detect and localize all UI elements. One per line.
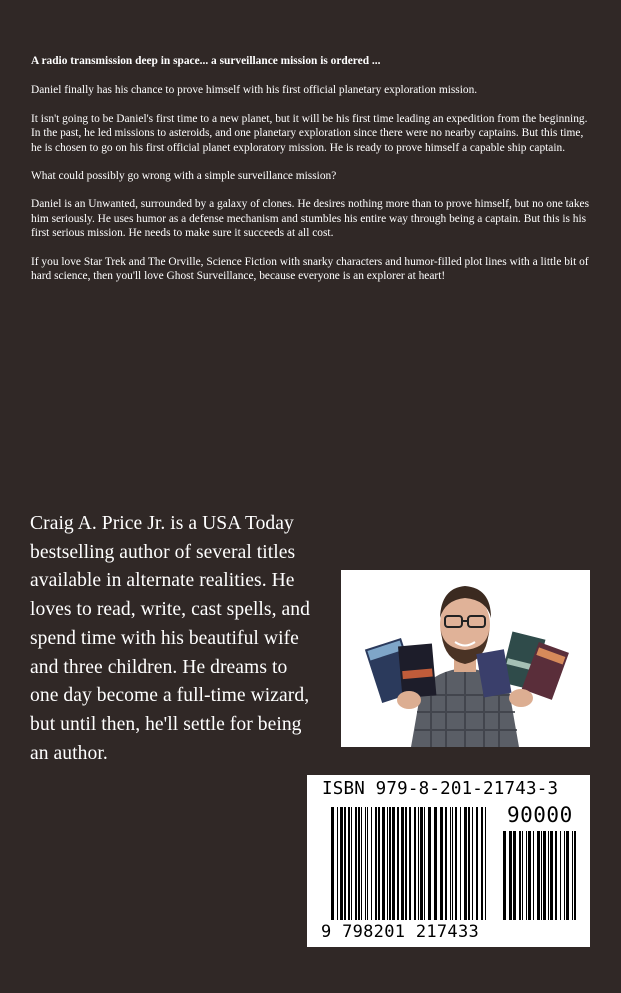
barcode-bar	[424, 807, 425, 920]
isbn-label: ISBN 979-8-201-21743-3	[322, 779, 559, 799]
author-portrait-illustration	[341, 570, 590, 747]
barcode-bar	[355, 807, 357, 920]
barcode-bar	[548, 831, 549, 920]
author-bio-line: available in alternate realities. He	[30, 570, 295, 592]
barcode-bar	[485, 807, 486, 920]
barcode-bar	[331, 807, 334, 920]
back-cover-blurb	[31, 54, 593, 297]
barcode-bar	[401, 807, 404, 920]
barcode-bar	[348, 807, 350, 920]
barcode-bar	[392, 807, 395, 920]
barcode-bar	[481, 807, 483, 920]
barcode-bar	[528, 831, 531, 920]
barcode-bar	[340, 807, 343, 920]
author-photo	[341, 570, 590, 747]
barcode-bar	[445, 807, 447, 920]
barcode-bar	[418, 807, 419, 920]
barcode-bar	[476, 807, 478, 920]
blurb-paragraph: Daniel finally has his chance to prove himself with his first official planetary exploration mission.	[31, 84, 478, 97]
barcode-bar	[361, 807, 362, 920]
barcode-bar	[513, 831, 516, 920]
barcode-bar	[509, 831, 512, 920]
author-bio-line: one day become a full-time wizard,	[30, 685, 310, 707]
barcode-bar	[387, 807, 388, 920]
barcode-bar	[519, 831, 521, 920]
barcode-bar	[503, 831, 506, 920]
ean-digits: 9 798201 217433	[321, 922, 480, 942]
author-bio-line: Craig A. Price Jr. is a USA Today	[30, 513, 294, 534]
barcode-bar	[472, 807, 473, 920]
barcode-bar	[550, 831, 553, 920]
barcode-bar	[428, 807, 431, 920]
blurb-paragraph: Daniel is an Unwanted, surrounded by a galaxy of clones. He desires nothing more than to prove himself, but no one takes him seriously. He uses humor as a defense mechanism and stumbles his entire way through being a captain. But this is his first serious mission. He needs to make sure it succeeds at all cost.	[31, 198, 590, 240]
blurb-paragraph: What could possibly go wrong with a simple surveillance mission?	[31, 170, 337, 183]
barcode-bar	[344, 807, 346, 920]
barcode-bar	[533, 831, 534, 920]
barcode-bar	[414, 807, 416, 920]
barcode-bar	[450, 807, 451, 920]
barcode-bar	[566, 831, 569, 920]
barcode-bar	[367, 807, 368, 920]
barcode-bar	[405, 807, 407, 920]
barcode-bar	[455, 807, 457, 920]
barcode-bar	[543, 831, 546, 920]
barcode-bar	[409, 807, 411, 920]
barcode-bar	[420, 807, 423, 920]
author-bio	[30, 510, 334, 768]
barcode-bar	[526, 831, 527, 920]
barcode-bar	[468, 807, 470, 920]
barcode-bar	[397, 807, 399, 920]
author-bio-line: spend time with his beautiful wife	[30, 627, 299, 649]
author-bio-line: loves to read, write, cast spells, and	[30, 599, 310, 621]
author-bio-line: and three children. He dreams to	[30, 656, 288, 678]
barcode-bar	[375, 807, 377, 920]
barcode-bar	[555, 831, 557, 920]
barcode-bar	[537, 831, 540, 920]
barcode-bar	[389, 807, 391, 920]
barcode-bar	[434, 807, 437, 920]
barcode-bar	[378, 807, 380, 920]
blurb-paragraph: If you love Star Trek and The Orville, Science Fiction with snarky characters and humor-filled plot lines with a little bit of hard science, then you'll love Ghost Surveillance, because everyone is an explorer at heart!	[31, 255, 589, 283]
author-bio-line: but until then, he'll settle for being	[30, 713, 302, 735]
barcode-bar	[460, 807, 461, 920]
barcode-bar	[440, 807, 443, 920]
barcode-bar	[522, 831, 523, 920]
author-bio-line: bestselling author of several titles	[30, 541, 296, 563]
blurb-headline: A radio transmission deep in space... a surveillance mission is ordered ...	[31, 55, 381, 67]
barcode-bar	[564, 831, 565, 920]
barcode-bar	[572, 831, 573, 920]
barcode-bar	[382, 807, 385, 920]
barcode-bar	[464, 807, 467, 920]
barcode-bar	[337, 807, 338, 920]
barcode-bar	[358, 807, 360, 920]
barcode-bar	[574, 831, 576, 920]
barcode-bar	[560, 831, 561, 920]
isbn-barcode	[307, 775, 590, 947]
barcode-bar	[371, 807, 372, 920]
barcode-bar	[452, 807, 453, 920]
barcode-bar	[351, 807, 352, 920]
barcode-bar	[541, 831, 542, 920]
price-addon: 90000	[507, 803, 573, 827]
blurb-paragraph: It isn't going to be Daniel's first time to a new planet, but it will be his first time leading an expedition from the beginning. In the past, he led missions to asteroids, and one planetary exploration since there were no nearby captains. But this time, he is chosen to go on his first official planet exploratory mission. He is ready to prove himself a capable ship captain.	[31, 112, 588, 154]
barcode-bar	[365, 807, 366, 920]
author-bio-line: an author.	[30, 742, 108, 764]
